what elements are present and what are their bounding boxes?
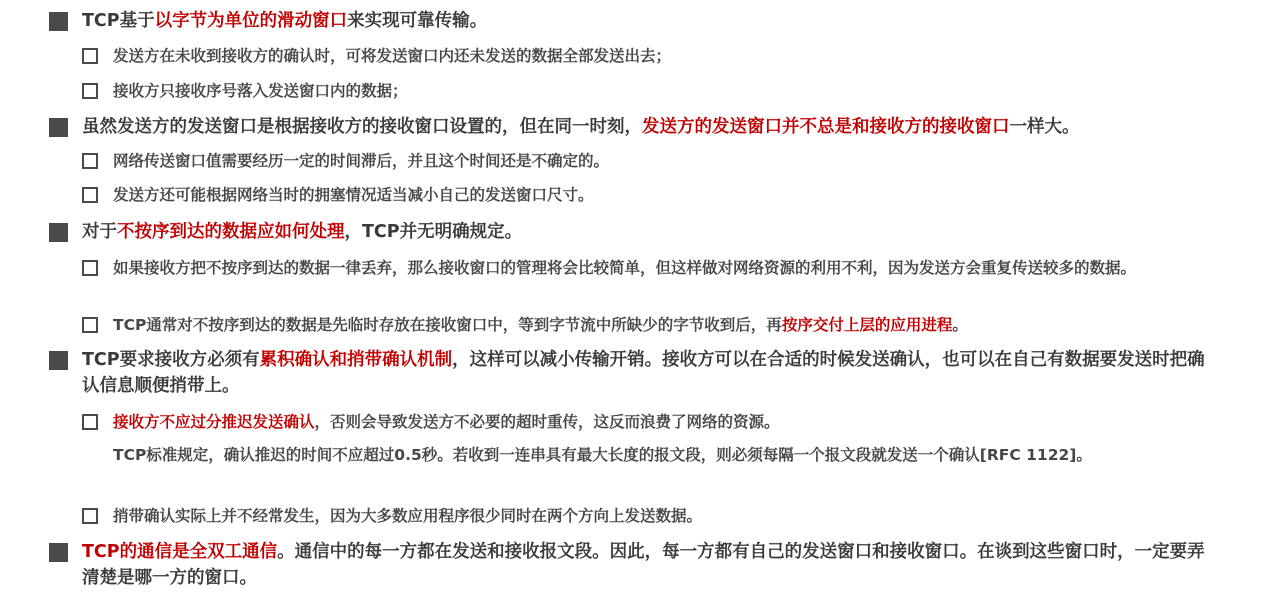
filled-square-icon [49, 223, 68, 242]
bullet-3-text: 对于不按序到达的数据应如何处理，TCP并无明确规定。 [82, 222, 523, 242]
bullet-5-text: TCP的通信是全双工通信。通信中的每一方都在发送和接收报文段。因此，每一方都有自己的发送窗口和接收窗口。在谈到这些窗口时，一定要弄清楚是哪一方的窗口。 [82, 542, 1205, 588]
bullet-1-text: TCP基于以字节为单位的滑动窗口来实现可靠传输。 [82, 11, 488, 31]
bullet-4-sub-1-text: 接收方不应过分推迟发送确认，否则会导致发送方不必要的超时重传，这反而浪费了网络的资源。 [113, 413, 780, 431]
bullet-1-sub-2-text: 接收方只接收序号落入发送窗口内的数据； [113, 82, 408, 100]
bullet-4-sub-2-text: 捎带确认实际上并不经常发生，因为大多数应用程序很少同时在两个方向上发送数据。 [113, 507, 703, 525]
empty-checkbox-icon [82, 414, 98, 430]
filled-square-icon [49, 543, 68, 562]
bullet-1-sub-1-text: 发送方在未收到接收方的确认时，可将发送窗口内还未发送的数据全部发送出去； [113, 47, 672, 65]
empty-checkbox-icon [82, 260, 98, 276]
empty-checkbox-icon [82, 83, 98, 99]
empty-checkbox-icon [82, 187, 98, 203]
bullet-3-sub-1-text: 如果接收方把不按序到达的数据一律丢弃，那么接收窗口的管理将会比较简单，但这样做对网络资源的利用不利，因为发送方会重复传送较多的数据。 [113, 259, 1137, 277]
bullet-4-text: TCP要求接收方必须有累积确认和捎带确认机制，这样可以减小传输开销。接收方可以在合适的时候发送确认，也可以在自己有数据要发送时把确认信息顺便捎带上。 [82, 350, 1205, 396]
filled-square-icon [49, 12, 68, 31]
bullet-4-note-text: TCP标准规定，确认推迟的时间不应超过0.5秒。若收到一连串具有最大长度的报文段，则必须每隔一个报文段就发送一个确认[RFC 1122]。 [113, 446, 1092, 464]
bullet-2-text: 虽然发送方的发送窗口是根据接收方的接收窗口设置的，但在同一时刻，发送方的发送窗口并不总是和接收方的接收窗口一样大。 [82, 117, 1080, 137]
empty-checkbox-icon [82, 317, 98, 333]
filled-square-icon [49, 351, 68, 370]
empty-checkbox-icon [82, 153, 98, 169]
empty-checkbox-icon [82, 48, 98, 64]
bullet-3-sub-2-text: TCP通常对不按序到达的数据是先临时存放在接收窗口中，等到字节流中所缺少的字节收到后，再按序交付上层的应用进程。 [113, 316, 968, 334]
bullet-2-sub-1-text: 网络传送窗口值需要经历一定的时间滞后，并且这个时间还是不确定的。 [113, 152, 610, 170]
empty-checkbox-icon [82, 508, 98, 524]
filled-square-icon [49, 118, 68, 137]
bullet-2-sub-2-text: 发送方还可能根据网络当时的拥塞情况适当减小自己的发送窗口尺寸。 [113, 186, 594, 204]
